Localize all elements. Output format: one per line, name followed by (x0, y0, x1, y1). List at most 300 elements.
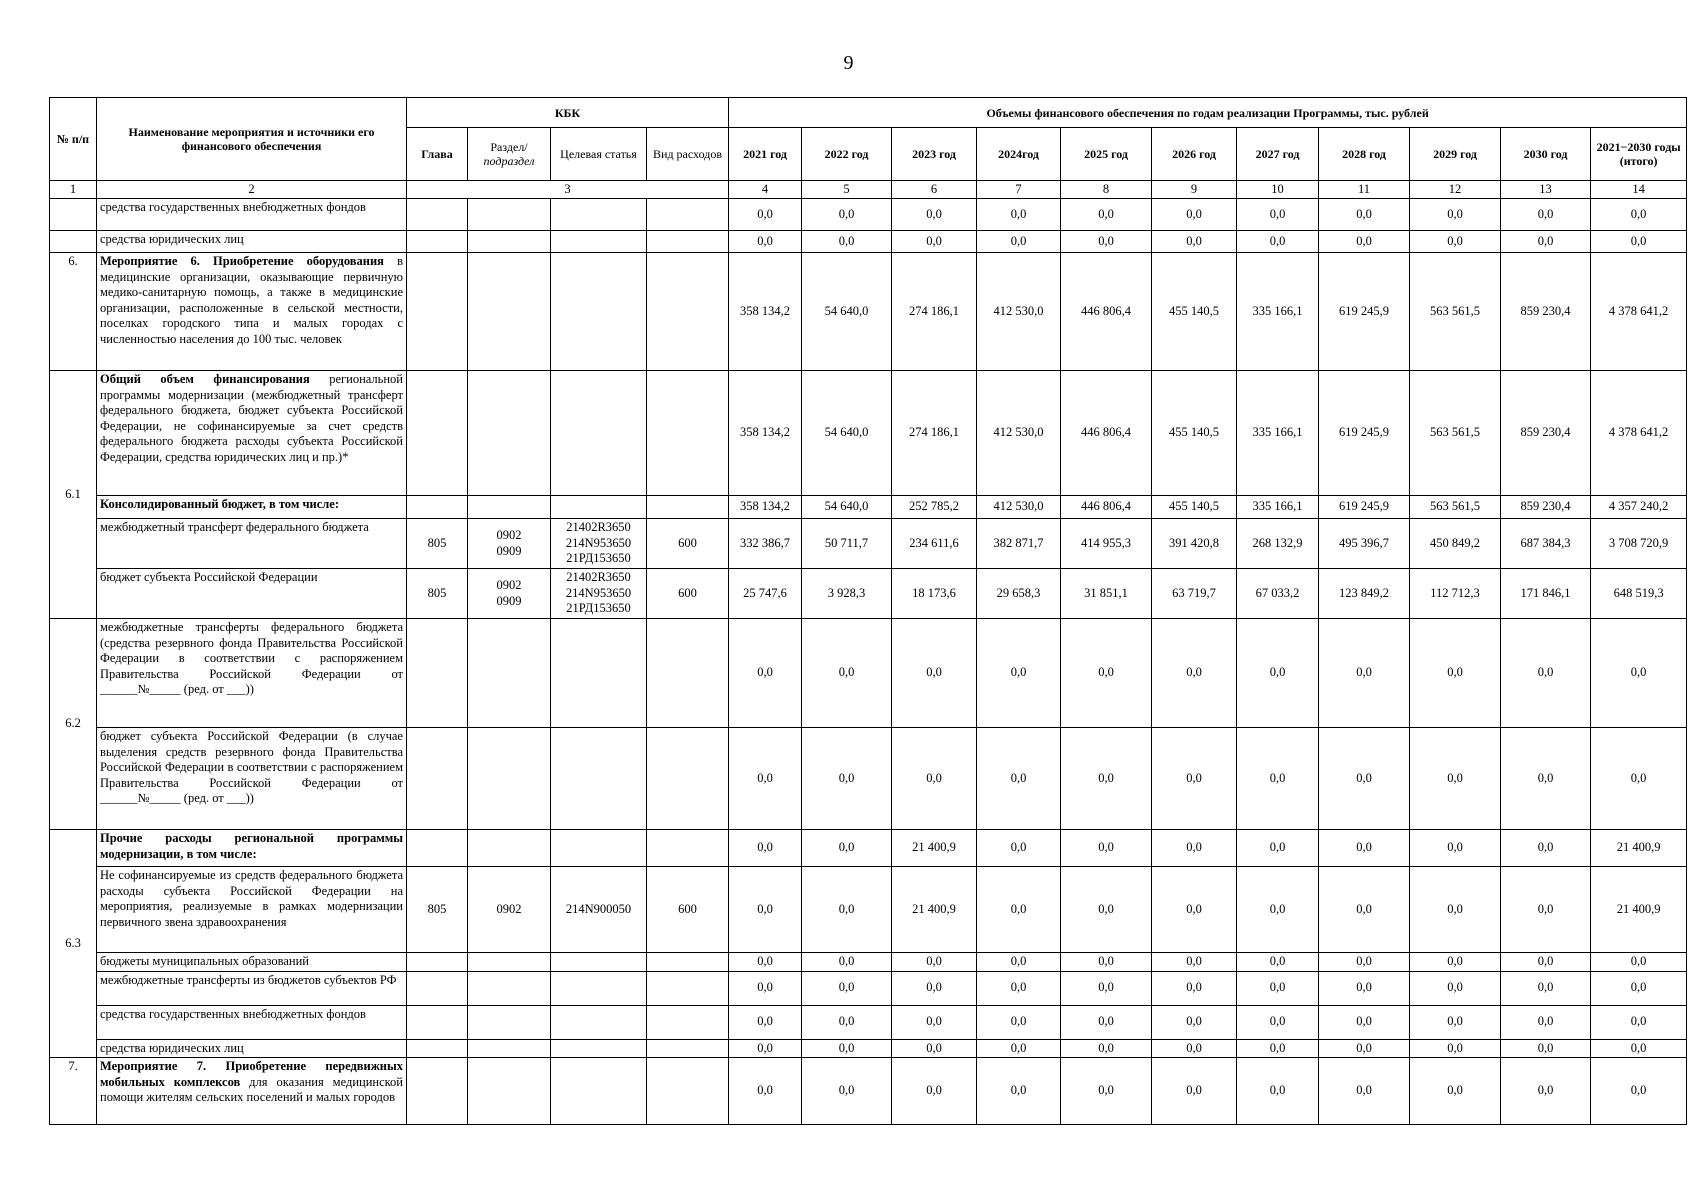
value-total: 648 519,3 (1591, 569, 1687, 619)
column-index: 4 (729, 181, 802, 199)
header-year: 2023 год (892, 128, 977, 181)
row-label-text: в медицинские организации, оказывающие первичную медико-санитарную помощь, а также в медицинские организации, расположенные в сельской местности, поселках городского типа и малых городах с численностью населения до 100 тыс. человек (100, 254, 403, 346)
value-cell: 0,0 (1061, 231, 1152, 253)
kbk-razdel (468, 953, 551, 972)
value-cell: 252 785,2 (892, 496, 977, 519)
value-cell: 0,0 (802, 953, 892, 972)
value-cell: 0,0 (1319, 1005, 1410, 1039)
header-year: 2029 год (1410, 128, 1501, 181)
row-label (97, 971, 407, 1005)
value-cell: 0,0 (1237, 1058, 1319, 1125)
value-cell: 0,0 (802, 1039, 892, 1058)
kbk-vid (647, 619, 729, 728)
value-cell: 0,0 (1501, 728, 1591, 830)
value-cell: 446 806,4 (1061, 253, 1152, 371)
value-total: 0,0 (1591, 231, 1687, 253)
kbk-glava: 805 (407, 519, 468, 569)
value-cell: 0,0 (729, 971, 802, 1005)
value-cell: 274 186,1 (892, 371, 977, 496)
header-year: 2026 год (1152, 128, 1237, 181)
value-cell: 563 561,5 (1410, 496, 1501, 519)
value-cell: 63 719,7 (1152, 569, 1237, 619)
value-cell: 0,0 (802, 199, 892, 231)
value-cell: 0,0 (802, 830, 892, 867)
column-index: 12 (1410, 181, 1501, 199)
header-glava: Глава (407, 128, 468, 181)
value-cell: 358 134,2 (729, 496, 802, 519)
value-cell: 0,0 (1410, 1005, 1501, 1039)
value-cell: 0,0 (729, 1039, 802, 1058)
value-cell: 54 640,0 (802, 253, 892, 371)
kbk-glava (407, 199, 468, 231)
value-cell: 0,0 (1319, 1058, 1410, 1125)
value-cell: 563 561,5 (1410, 253, 1501, 371)
kbk-tselevaya (551, 619, 647, 728)
header-year-total: 2021−2030 годы (итого) (1591, 128, 1687, 181)
value-cell: 0,0 (1152, 830, 1237, 867)
kbk-vid: 600 (647, 569, 729, 619)
kbk-tselevaya: 21402R3650 214N953650 21РД153650 (551, 519, 647, 569)
value-cell: 0,0 (802, 1058, 892, 1125)
row-label-text: межбюджетные трансферты федерального бюджета (средства резервного фонда Правительства Российской Федерации в соответствии с распоряжением Правительства Российской Федерации от ______№_____ (ред. от ___)) (100, 620, 403, 696)
value-cell: 455 140,5 (1152, 496, 1237, 519)
column-index: 1 (50, 181, 97, 199)
row-label-text: средства юридических лиц (100, 232, 244, 246)
value-cell: 0,0 (1152, 1005, 1237, 1039)
value-cell: 0,0 (1237, 971, 1319, 1005)
value-total: 0,0 (1591, 971, 1687, 1005)
value-cell: 0,0 (1061, 619, 1152, 728)
header-num: № п/п (50, 98, 97, 181)
row-label (97, 1005, 407, 1039)
row-label (97, 231, 407, 253)
value-cell: 0,0 (1061, 1005, 1152, 1039)
value-cell: 0,0 (977, 1005, 1061, 1039)
kbk-vid (647, 253, 729, 371)
row-number: 6.2 (50, 619, 97, 830)
value-cell: 0,0 (802, 728, 892, 830)
kbk-vid (647, 830, 729, 867)
kbk-razdel (468, 971, 551, 1005)
value-cell: 21 400,9 (892, 830, 977, 867)
value-cell: 414 955,3 (1061, 519, 1152, 569)
value-cell: 0,0 (1319, 971, 1410, 1005)
column-index: 3 (407, 181, 729, 199)
kbk-tselevaya: 214N900050 (551, 867, 647, 953)
value-cell: 0,0 (1237, 953, 1319, 972)
value-cell: 0,0 (1501, 953, 1591, 972)
kbk-vid (647, 231, 729, 253)
row-label-text: для оказания медицинской помощи жителям сельских поселений и малых городов (100, 1074, 403, 1104)
value-cell: 3 928,3 (802, 569, 892, 619)
value-cell: 0,0 (977, 728, 1061, 830)
value-cell: 67 033,2 (1237, 569, 1319, 619)
value-total: 0,0 (1591, 953, 1687, 972)
table-row (50, 569, 1687, 619)
kbk-vid (647, 953, 729, 972)
value-cell: 358 134,2 (729, 371, 802, 496)
kbk-glava: 805 (407, 867, 468, 953)
value-cell: 0,0 (892, 619, 977, 728)
value-cell: 0,0 (892, 971, 977, 1005)
value-cell: 0,0 (1501, 199, 1591, 231)
value-cell: 0,0 (1237, 867, 1319, 953)
value-cell: 0,0 (1152, 619, 1237, 728)
header-razdel-b: подраздел (483, 154, 535, 168)
value-total: 4 378 641,2 (1591, 371, 1687, 496)
table-row (50, 728, 1687, 830)
value-cell: 412 530,0 (977, 371, 1061, 496)
table-row (50, 1058, 1687, 1125)
value-cell: 0,0 (1501, 867, 1591, 953)
kbk-vid (647, 496, 729, 519)
value-cell: 0,0 (1410, 231, 1501, 253)
value-cell: 0,0 (1501, 1005, 1591, 1039)
value-cell: 0,0 (802, 1005, 892, 1039)
column-index-row (50, 181, 1687, 199)
value-cell: 0,0 (977, 1058, 1061, 1125)
value-cell: 335 166,1 (1237, 253, 1319, 371)
value-cell: 0,0 (1061, 830, 1152, 867)
kbk-glava (407, 728, 468, 830)
value-cell: 274 186,1 (892, 253, 977, 371)
value-cell: 0,0 (1501, 830, 1591, 867)
value-cell: 0,0 (1410, 199, 1501, 231)
kbk-tselevaya (551, 199, 647, 231)
value-total: 4 378 641,2 (1591, 253, 1687, 371)
value-cell: 50 711,7 (802, 519, 892, 569)
row-label-text: средства юридических лиц (100, 1040, 244, 1055)
kbk-tselevaya (551, 830, 647, 867)
table-row (50, 971, 1687, 1005)
value-cell: 0,0 (1319, 199, 1410, 231)
value-total: 0,0 (1591, 1039, 1687, 1058)
kbk-vid: 600 (647, 867, 729, 953)
value-cell: 687 384,3 (1501, 519, 1591, 569)
value-cell: 0,0 (1501, 619, 1591, 728)
kbk-glava (407, 953, 468, 972)
kbk-razdel (468, 1039, 551, 1058)
table-row (50, 1005, 1687, 1039)
value-total: 0,0 (1591, 619, 1687, 728)
table-row (50, 371, 1687, 496)
kbk-vid (647, 1058, 729, 1125)
value-cell: 0,0 (729, 830, 802, 867)
row-number: 6.3 (50, 830, 97, 1058)
value-cell: 0,0 (1319, 619, 1410, 728)
value-cell: 0,0 (1061, 728, 1152, 830)
kbk-tselevaya (551, 496, 647, 519)
kbk-vid (647, 971, 729, 1005)
kbk-vid (647, 199, 729, 231)
value-cell: 382 871,7 (977, 519, 1061, 569)
row-label-text: бюджет субъекта Российской Федерации (в случае выделения средств резервного фонда Правительства Российской Федерации в соответствии с распоряжением Правительства Российской Федерации от ______№_____ (ред. от ___)) (100, 729, 403, 805)
value-cell: 54 640,0 (802, 496, 892, 519)
header-year: 2027 год (1237, 128, 1319, 181)
value-cell: 446 806,4 (1061, 371, 1152, 496)
row-label-text: средства государственных внебюджетных фондов (100, 1006, 366, 1021)
row-label (97, 1058, 407, 1125)
row-label-bold: Общий объем финансирования (100, 372, 310, 386)
kbk-razdel: 0902 (468, 867, 551, 953)
kbk-razdel: 0902 0909 (468, 519, 551, 569)
value-cell: 446 806,4 (1061, 496, 1152, 519)
kbk-tselevaya (551, 1005, 647, 1039)
column-index: 2 (97, 181, 407, 199)
value-cell: 0,0 (1152, 728, 1237, 830)
value-cell: 412 530,0 (977, 253, 1061, 371)
table-row (50, 619, 1687, 728)
value-cell: 0,0 (729, 728, 802, 830)
value-cell: 0,0 (1152, 199, 1237, 231)
value-cell: 0,0 (977, 971, 1061, 1005)
kbk-razdel (468, 199, 551, 231)
value-cell: 859 230,4 (1501, 371, 1591, 496)
value-cell: 335 166,1 (1237, 371, 1319, 496)
value-cell: 0,0 (729, 1058, 802, 1125)
kbk-glava (407, 253, 468, 371)
kbk-vid: 600 (647, 519, 729, 569)
value-cell: 0,0 (977, 867, 1061, 953)
value-cell: 563 561,5 (1410, 371, 1501, 496)
value-cell: 0,0 (1237, 830, 1319, 867)
header-year: 2028 год (1319, 128, 1410, 181)
value-cell: 0,0 (892, 1058, 977, 1125)
value-cell: 619 245,9 (1319, 253, 1410, 371)
value-cell: 0,0 (1152, 867, 1237, 953)
value-cell: 29 658,3 (977, 569, 1061, 619)
value-cell: 0,0 (1237, 728, 1319, 830)
kbk-glava (407, 371, 468, 496)
value-cell: 0,0 (1061, 1039, 1152, 1058)
table-row (50, 1039, 1687, 1058)
kbk-razdel (468, 728, 551, 830)
value-cell: 0,0 (1319, 728, 1410, 830)
header-year: 2022 год (802, 128, 892, 181)
value-cell: 54 640,0 (802, 371, 892, 496)
value-cell: 455 140,5 (1152, 371, 1237, 496)
value-cell: 0,0 (729, 199, 802, 231)
row-label (97, 199, 407, 231)
row-label (97, 728, 407, 830)
kbk-tselevaya (551, 371, 647, 496)
value-cell: 0,0 (1061, 971, 1152, 1005)
kbk-tselevaya (551, 1058, 647, 1125)
row-label (97, 253, 407, 371)
kbk-glava (407, 619, 468, 728)
value-cell: 0,0 (1501, 1039, 1591, 1058)
value-cell: 0,0 (1152, 231, 1237, 253)
value-cell: 0,0 (892, 1005, 977, 1039)
row-label (97, 619, 407, 728)
value-total: 4 357 240,2 (1591, 496, 1687, 519)
value-cell: 0,0 (1319, 1039, 1410, 1058)
header-year: 2024год (977, 128, 1061, 181)
kbk-vid (647, 728, 729, 830)
row-label-text: Не софинансируемые из средств федерального бюджета расходы субъекта Российской Федерации на мероприятия, реализуемые в рамках модернизации первичного звена здравоохранения (100, 868, 403, 929)
value-total: 0,0 (1591, 199, 1687, 231)
value-cell: 0,0 (977, 830, 1061, 867)
column-index: 9 (1152, 181, 1237, 199)
kbk-razdel (468, 619, 551, 728)
value-cell: 18 173,6 (892, 569, 977, 619)
row-number-empty (50, 231, 97, 253)
value-cell: 25 747,6 (729, 569, 802, 619)
row-label-text: межбюджетные трансферты из бюджетов субъектов РФ (100, 972, 397, 987)
kbk-tselevaya (551, 971, 647, 1005)
kbk-glava (407, 231, 468, 253)
kbk-vid (647, 1039, 729, 1058)
value-cell: 0,0 (1410, 971, 1501, 1005)
value-cell: 0,0 (729, 619, 802, 728)
value-cell: 0,0 (977, 1039, 1061, 1058)
value-cell: 21 400,9 (892, 867, 977, 953)
header-razdel (468, 128, 551, 181)
value-cell: 450 849,2 (1410, 519, 1501, 569)
value-cell: 0,0 (729, 867, 802, 953)
table-row (50, 496, 1687, 519)
table-row (50, 253, 1687, 371)
row-label (97, 953, 407, 972)
value-cell: 391 420,8 (1152, 519, 1237, 569)
kbk-razdel (468, 830, 551, 867)
header-kbk: КБК (407, 98, 729, 128)
value-cell: 0,0 (892, 199, 977, 231)
kbk-razdel (468, 371, 551, 496)
value-total: 21 400,9 (1591, 867, 1687, 953)
value-cell: 412 530,0 (977, 496, 1061, 519)
column-index: 14 (1591, 181, 1687, 199)
value-cell: 0,0 (802, 619, 892, 728)
header-vid: Вид расходов (647, 128, 729, 181)
column-index: 11 (1319, 181, 1410, 199)
row-label-bold: Мероприятие 7. Приобретение передвижных мобильных комплексов (100, 1059, 403, 1089)
row-label-bold: Мероприятие 6. Приобретение оборудования (100, 254, 384, 268)
value-cell: 859 230,4 (1501, 253, 1591, 371)
financing-table (49, 97, 1687, 1125)
value-cell: 0,0 (1410, 867, 1501, 953)
value-cell: 0,0 (977, 619, 1061, 728)
row-label-bold: Прочие расходы региональной программы модернизации, в том числе: (100, 831, 403, 861)
kbk-glava (407, 971, 468, 1005)
value-cell: 0,0 (1061, 867, 1152, 953)
kbk-tselevaya (551, 728, 647, 830)
value-cell: 0,0 (1152, 1058, 1237, 1125)
kbk-tselevaya (551, 1039, 647, 1058)
value-cell: 0,0 (729, 1005, 802, 1039)
value-cell: 619 245,9 (1319, 496, 1410, 519)
row-label (97, 519, 407, 569)
kbk-razdel (468, 231, 551, 253)
value-cell: 619 245,9 (1319, 371, 1410, 496)
value-cell: 0,0 (1061, 199, 1152, 231)
value-cell: 0,0 (892, 728, 977, 830)
value-total: 0,0 (1591, 1005, 1687, 1039)
value-cell: 0,0 (1319, 830, 1410, 867)
kbk-tselevaya (551, 953, 647, 972)
value-cell: 0,0 (1319, 867, 1410, 953)
value-cell: 0,0 (892, 953, 977, 972)
value-cell: 0,0 (729, 953, 802, 972)
kbk-glava (407, 1039, 468, 1058)
value-cell: 0,0 (1410, 1058, 1501, 1125)
row-label-text: бюджеты муниципальных образований (100, 954, 309, 968)
kbk-glava: 805 (407, 569, 468, 619)
kbk-razdel (468, 1058, 551, 1125)
value-cell: 0,0 (1237, 231, 1319, 253)
value-cell: 0,0 (1410, 830, 1501, 867)
column-index: 7 (977, 181, 1061, 199)
column-index: 6 (892, 181, 977, 199)
value-cell: 0,0 (729, 231, 802, 253)
page-number: 9 (843, 52, 854, 74)
value-cell: 0,0 (1410, 728, 1501, 830)
value-cell: 0,0 (1410, 619, 1501, 728)
value-cell: 0,0 (802, 867, 892, 953)
value-cell: 0,0 (1152, 953, 1237, 972)
row-label (97, 830, 407, 867)
value-cell: 332 386,7 (729, 519, 802, 569)
kbk-tselevaya: 21402R3650 214N953650 21РД153650 (551, 569, 647, 619)
row-number-empty (50, 199, 97, 231)
value-cell: 0,0 (977, 199, 1061, 231)
row-label-text: межбюджетный трансферт федерального бюджета (100, 520, 369, 534)
value-cell: 0,0 (1061, 1058, 1152, 1125)
header-razdel-a: Раздел/ (490, 140, 528, 154)
value-cell: 0,0 (1410, 1039, 1501, 1058)
header-name: Наименование мероприятия и источники его финансового обеспечения (97, 98, 407, 181)
value-total: 3 708 720,9 (1591, 519, 1687, 569)
column-index: 10 (1237, 181, 1319, 199)
row-label (97, 867, 407, 953)
value-cell: 455 140,5 (1152, 253, 1237, 371)
value-cell: 0,0 (1501, 1058, 1591, 1125)
row-number: 6. (50, 253, 97, 371)
value-total: 0,0 (1591, 1058, 1687, 1125)
row-number: 6.1 (50, 371, 97, 619)
value-total: 0,0 (1591, 728, 1687, 830)
table-row (50, 231, 1687, 253)
table-row (50, 830, 1687, 867)
value-cell: 0,0 (1152, 1039, 1237, 1058)
row-label (97, 496, 407, 519)
value-cell: 859 230,4 (1501, 496, 1591, 519)
table-row (50, 953, 1687, 972)
value-cell: 31 851,1 (1061, 569, 1152, 619)
header-year: 2021 год (729, 128, 802, 181)
value-cell: 0,0 (977, 953, 1061, 972)
kbk-tselevaya (551, 253, 647, 371)
table-row (50, 867, 1687, 953)
value-cell: 234 611,6 (892, 519, 977, 569)
value-cell: 0,0 (1237, 199, 1319, 231)
value-cell: 0,0 (1061, 953, 1152, 972)
value-cell: 0,0 (1319, 231, 1410, 253)
row-label (97, 371, 407, 496)
kbk-razdel (468, 253, 551, 371)
kbk-razdel (468, 496, 551, 519)
value-cell: 0,0 (1152, 971, 1237, 1005)
value-cell: 0,0 (802, 971, 892, 1005)
kbk-vid (647, 1005, 729, 1039)
kbk-glava (407, 496, 468, 519)
row-label-bold: Консолидированный бюджет, в том числе: (100, 497, 339, 511)
value-cell: 0,0 (1237, 619, 1319, 728)
value-cell: 171 846,1 (1501, 569, 1591, 619)
value-cell: 0,0 (977, 231, 1061, 253)
table-row (50, 199, 1687, 231)
value-cell: 0,0 (892, 1039, 977, 1058)
